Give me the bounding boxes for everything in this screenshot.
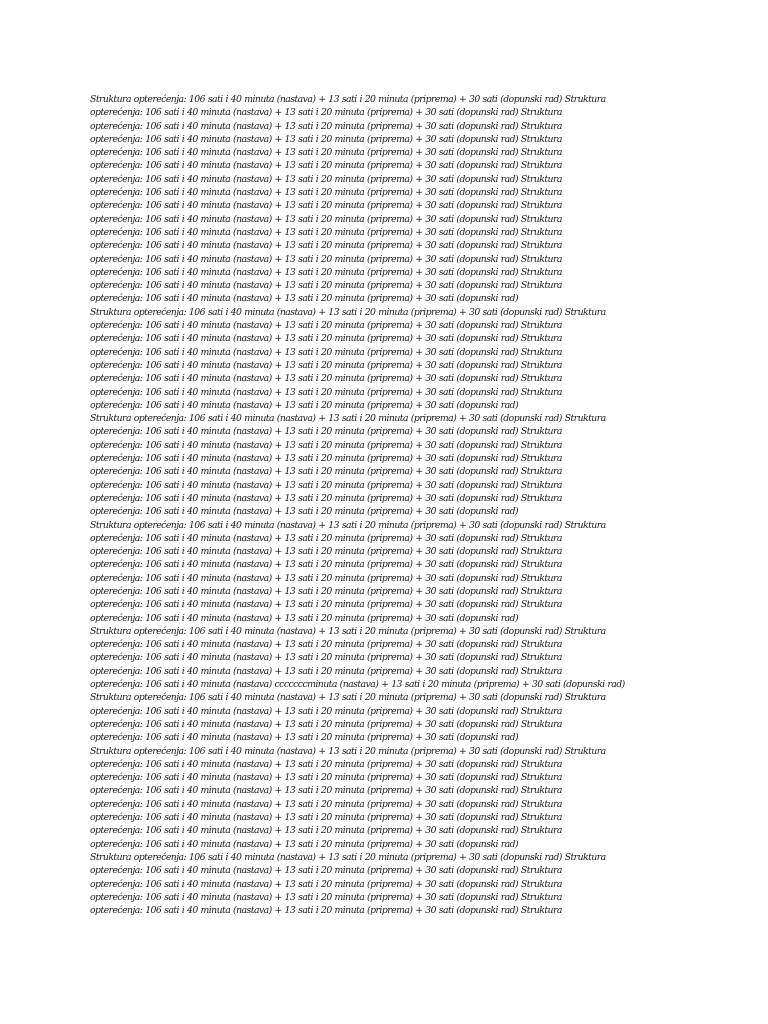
text-line: opterećenja: 106 sati i 40 minuta (nastava) + 13 sati i 20 minuta (priprema) + 30 sati (dopunski rad) [90,612,519,624]
text-line: opterećenja: 106 sati i 40 minuta (nastava) + 13 sati i 20 minuta (priprema) + 30 sati (dopunski rad) Struktura [90,266,562,278]
text-line: opterećenja: 106 sati i 40 minuta (nastava) + 13 sati i 20 minuta (priprema) + 30 sati (dopunski rad) Struktura [90,798,562,810]
text-line: opterećenja: 106 sati i 40 minuta (nastava) + 13 sati i 20 minuta (priprema) + 30 sati (dopunski rad) Struktura [90,812,562,824]
text-line: opterećenja: 106 sati i 40 minuta (nastava) + 13 sati i 20 minuta (priprema) + 30 sati (dopunski rad) Struktura [90,718,562,730]
text-line: opterećenja: 106 sati i 40 minuta (nastava) + 13 sati i 20 minuta (priprema) + 30 sati (dopunski rad) Struktura [90,772,562,784]
text-line: opterećenja: 106 sati i 40 minuta (nastava) + 13 sati i 20 minuta (priprema) + 30 sati (dopunski rad) Struktura [90,187,562,199]
text-line: opterećenja: 106 sati i 40 minuta (nastava) + 13 sati i 20 minuta (priprema) + 30 sati (dopunski rad) Struktura [90,639,562,651]
text-line: opterećenja: 106 sati i 40 minuta (nastava) + 13 sati i 20 minuta (priprema) + 30 sati (dopunski rad) Struktura [90,479,562,491]
text-line: opterećenja: 106 sati i 40 minuta (nastava) + 13 sati i 20 minuta (priprema) + 30 sati (dopunski rad) Struktura [90,200,562,212]
text-line: Struktura opterećenja: 106 sati i 40 minuta (nastava) + 13 sati i 20 minuta (priprema) + 30 sati (dopunski rad) Struktura [90,851,606,863]
text-line: opterećenja: 106 sati i 40 minuta (nastava) + 13 sati i 20 minuta (priprema) + 30 sati (dopunski rad) Struktura [90,173,562,185]
text-line: opterećenja: 106 sati i 40 minuta (nastava) + 13 sati i 20 minuta (priprema) + 30 sati (dopunski rad) Struktura [90,439,562,451]
text-line: opterećenja: 106 sati i 40 minuta (nastava) + 13 sati i 20 minuta (priprema) + 30 sati (dopunski rad) Struktura [90,213,562,225]
text-line: opterećenja: 106 sati i 40 minuta (nastava) + 13 sati i 20 minuta (priprema) + 30 sati (dopunski rad) Struktura [90,546,562,558]
text-line: opterećenja: 106 sati i 40 minuta (nastava) + 13 sati i 20 minuta (priprema) + 30 sati (dopunski rad) Struktura [90,492,562,504]
text-line: opterećenja: 106 sati i 40 minuta (nastava) + 13 sati i 20 minuta (priprema) + 30 sati (dopunski rad) Struktura [90,453,562,465]
text-line: opterećenja: 106 sati i 40 minuta (nastava) + 13 sati i 20 minuta (priprema) + 30 sati (dopunski rad) Struktura [90,253,562,265]
text-line: opterećenja: 106 sati i 40 minuta (nastava) + 13 sati i 20 minuta (priprema) + 30 sati (dopunski rad) Struktura [90,585,562,597]
text-line: opterećenja: 106 sati i 40 minuta (nastava) + 13 sati i 20 minuta (priprema) + 30 sati (dopunski rad) Struktura [90,905,562,917]
text-line: opterećenja: 106 sati i 40 minuta (nastava) + 13 sati i 20 minuta (priprema) + 30 sati (dopunski rad) Struktura [90,226,562,238]
text-line: Struktura opterećenja: 106 sati i 40 minuta (nastava) + 13 sati i 20 minuta (priprema) + 30 sati (dopunski rad) Struktura [90,692,606,704]
text-line: opterećenja: 106 sati i 40 minuta (nastava) + 13 sati i 20 minuta (priprema) + 30 sati (dopunski rad) Struktura [90,107,562,119]
text-line: opterećenja: 106 sati i 40 minuta (nastava) + 13 sati i 20 minuta (priprema) + 30 sati (dopunski rad) [90,732,519,744]
text-line: opterećenja: 106 sati i 40 minuta (nastava) + 13 sati i 20 minuta (priprema) + 30 sati (dopunski rad) Struktura [90,599,562,611]
text-line: opterećenja: 106 sati i 40 minuta (nastava) + 13 sati i 20 minuta (priprema) + 30 sati (dopunski rad) Struktura [90,758,562,770]
text-line: opterećenja: 106 sati i 40 minuta (nastava) + 13 sati i 20 minuta (priprema) + 30 sati (dopunski rad) Struktura [90,160,562,172]
text-line: opterećenja: 106 sati i 40 minuta (nastava) + 13 sati i 20 minuta (priprema) + 30 sati (dopunski rad) Struktura [90,359,562,371]
text-line: opterećenja: 106 sati i 40 minuta (nastava) + 13 sati i 20 minuta (priprema) + 30 sati (dopunski rad) Struktura [90,878,562,890]
text-line: opterećenja: 106 sati i 40 minuta (nastava) + 13 sati i 20 minuta (priprema) + 30 sati (dopunski rad) [90,838,519,850]
text-line: opterećenja: 106 sati i 40 minuta (nastava) + 13 sati i 20 minuta (priprema) + 30 sati (dopunski rad) Struktura [90,572,562,584]
text-line: Struktura opterećenja: 106 sati i 40 minuta (nastava) + 13 sati i 20 minuta (priprema) + 30 sati (dopunski rad) Struktura [90,94,606,105]
text-line: opterećenja: 106 sati i 40 minuta (nastava) + 13 sati i 20 minuta (priprema) + 30 sati (dopunski rad) Struktura [90,891,562,903]
text-line: opterećenja: 106 sati i 40 minuta (nastava) + 13 sati i 20 minuta (priprema) + 30 sati (dopunski rad) Struktura [90,373,562,385]
text-line: opterećenja: 106 sati i 40 minuta (nastava) + 13 sati i 20 minuta (priprema) + 30 sati (dopunski rad) Struktura [90,333,562,345]
document-body [90,93,730,917]
text-line: Struktura opterećenja: 106 sati i 40 minuta (nastava) + 13 sati i 20 minuta (priprema) + 30 sati (dopunski rad) Struktura [90,413,606,425]
text-line: opterećenja: 106 sati i 40 minuta (nastava) + 13 sati i 20 minuta (priprema) + 30 sati (dopunski rad) Struktura [90,320,562,332]
text-line: opterećenja: 106 sati i 40 minuta (nastava) + 13 sati i 20 minuta (priprema) + 30 sati (dopunski rad) Struktura [90,280,562,292]
text-line: Struktura opterećenja: 106 sati i 40 minuta (nastava) + 13 sati i 20 minuta (priprema) + 30 sati (dopunski rad) Struktura [90,306,606,318]
text-line: opterećenja: 106 sati i 40 minuta (nastava) + 13 sati i 20 minuta (priprema) + 30 sati (dopunski rad) Struktura [90,466,562,478]
text-line: Struktura opterećenja: 106 sati i 40 minuta (nastava) + 13 sati i 20 minuta (priprema) + 30 sati (dopunski rad) Struktura [90,519,606,531]
text-line: opterećenja: 106 sati i 40 minuta (nastava) + 13 sati i 20 minuta (priprema) + 30 sati (dopunski rad) Struktura [90,652,562,664]
text-line: opterećenja: 106 sati i 40 minuta (nastava) + 13 sati i 20 minuta (priprema) + 30 sati (dopunski rad) Struktura [90,825,562,837]
text-line: opterećenja: 106 sati i 40 minuta (nastava) + 13 sati i 20 minuta (priprema) + 30 sati (dopunski rad) Struktura [90,147,562,159]
text-line: opterećenja: 106 sati i 40 minuta (nastava) + 13 sati i 20 minuta (priprema) + 30 sati (dopunski rad) Struktura [90,240,562,252]
text-line: opterećenja: 106 sati i 40 minuta (nastava) + 13 sati i 20 minuta (priprema) + 30 sati (dopunski rad) Struktura [90,133,562,145]
text-line: opterećenja: 106 sati i 40 minuta (nastava) + 13 sati i 20 minuta (priprema) + 30 sati (dopunski rad) Struktura [90,559,562,571]
text-line: Struktura opterećenja: 106 sati i 40 minuta (nastava) + 13 sati i 20 minuta (priprema) + 30 sati (dopunski rad) Struktura [90,625,606,637]
text-line: opterećenja: 106 sati i 40 minuta (nastava) + 13 sati i 20 minuta (priprema) + 30 sati (dopunski rad) Struktura [90,665,562,677]
text-line: opterećenja: 106 sati i 40 minuta (nastava) + 13 sati i 20 minuta (priprema) + 30 sati (dopunski rad) Struktura [90,426,562,438]
text-line: opterećenja: 106 sati i 40 minuta (nastava) + 13 sati i 20 minuta (priprema) + 30 sati (dopunski rad) Struktura [90,346,562,358]
text-line: Struktura opterećenja: 106 sati i 40 minuta (nastava) + 13 sati i 20 minuta (priprema) + 30 sati (dopunski rad) Struktura [90,745,606,757]
text-line: opterećenja: 106 sati i 40 minuta (nastava) + 13 sati i 20 minuta (priprema) + 30 sati (dopunski rad) Struktura [90,785,562,797]
text-line: opterećenja: 106 sati i 40 minuta (nastava) cccccccminuta (nastava) + 13 sati i 20 minuta (priprema) + 30 sati (dopunski rad) [90,679,625,691]
text-line: opterećenja: 106 sati i 40 minuta (nastava) + 13 sati i 20 minuta (priprema) + 30 sati (dopunski rad) Struktura [90,705,562,717]
text-line: opterećenja: 106 sati i 40 minuta (nastava) + 13 sati i 20 minuta (priprema) + 30 sati (dopunski rad) Struktura [90,532,562,544]
text-line: opterećenja: 106 sati i 40 minuta (nastava) + 13 sati i 20 minuta (priprema) + 30 sati (dopunski rad) Struktura [90,865,562,877]
text-line: opterećenja: 106 sati i 40 minuta (nastava) + 13 sati i 20 minuta (priprema) + 30 sati (dopunski rad) [90,399,519,411]
text-line: opterećenja: 106 sati i 40 minuta (nastava) + 13 sati i 20 minuta (priprema) + 30 sati (dopunski rad) [90,506,519,518]
text-line: opterećenja: 106 sati i 40 minuta (nastava) + 13 sati i 20 minuta (priprema) + 30 sati (dopunski rad) Struktura [90,120,562,132]
text-line: opterećenja: 106 sati i 40 minuta (nastava) + 13 sati i 20 minuta (priprema) + 30 sati (dopunski rad) Struktura [90,386,562,398]
text-line: opterećenja: 106 sati i 40 minuta (nastava) + 13 sati i 20 minuta (priprema) + 30 sati (dopunski rad) [90,293,519,305]
